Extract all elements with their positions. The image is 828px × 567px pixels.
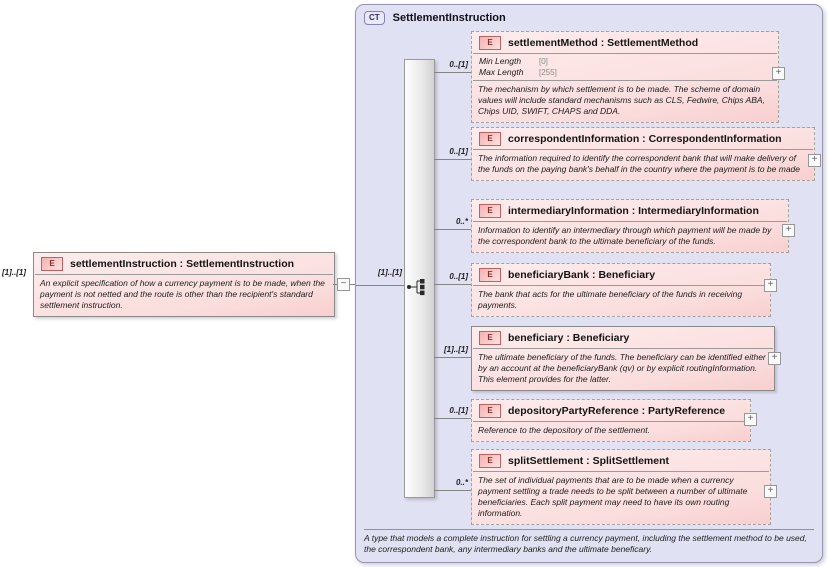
facet-label: Max Length [479, 67, 524, 77]
element-header [473, 32, 777, 54]
element-title: depositoryPartyReference : PartyReference [508, 405, 726, 417]
complextype-title: SettlementInstruction [392, 12, 506, 24]
element-title: correspondentInformation : CorrespondentInformation [508, 133, 782, 145]
expand-icon[interactable]: + [768, 352, 781, 365]
connector-line [434, 72, 471, 73]
element-header [473, 128, 813, 150]
complextype-annotation: A type that models a complete instruction for settling a currency payment, including the settlement method to be used, the correspondent bank, any intermediary banks and the ultimate beneficary. [364, 533, 807, 555]
element-annotation: The mechanism by which settlement is to be made. The scheme of domain values will include standard mechanisms such as CLS, Fedwire, Chips ABA, Chips UID, SWIFT, CHAPS and DDA. [478, 84, 765, 117]
element-header [473, 400, 749, 422]
complextype-titlebar [364, 11, 506, 25]
element-title: beneficiaryBank : Beneficiary [508, 269, 656, 281]
expand-icon[interactable]: + [764, 279, 777, 292]
connector-line [434, 159, 471, 160]
element-beneficiarybank-box[interactable] [471, 263, 774, 317]
element-depositorypartyreference-box[interactable] [471, 399, 754, 442]
element-title: beneficiary : Beneficiary [508, 332, 630, 344]
connector-line [434, 284, 471, 285]
element-title: intermediaryInformation : IntermediaryInformation [508, 205, 759, 217]
source-cardinality: [1]..[1] [2, 268, 26, 277]
element-icon: E [41, 257, 63, 271]
model-group-cardinality: [1]..[1] [378, 268, 402, 277]
expand-icon[interactable]: + [782, 224, 795, 237]
element-splitsettlement-box[interactable] [471, 449, 774, 525]
sequence-icon [406, 278, 432, 301]
element-header [473, 264, 769, 286]
cardinality-label: 0..[1] [449, 60, 468, 69]
cardinality-label: 0..[1] [449, 272, 468, 281]
element-icon: E [479, 404, 501, 418]
element-header [473, 327, 773, 349]
cardinality-label: 0..[1] [449, 147, 468, 156]
complextype-icon: CT [364, 11, 385, 25]
element-settlementmethod-box[interactable] [471, 31, 782, 123]
cardinality-label: [1]..[1] [444, 345, 468, 354]
element-annotation: The information required to identify the correspondent bank that will make delivery of the funds on the paying bank's behalf in the country where the payment is to be made [478, 153, 800, 175]
expand-icon[interactable]: + [808, 154, 821, 167]
element-annotation: Reference to the depository of the settlement. [478, 425, 650, 435]
facet-label: Min Length [479, 56, 522, 66]
element-title: settlementMethod : SettlementMethod [508, 37, 699, 49]
element-correspondentinformation-box[interactable] [471, 127, 818, 181]
element-title: settlementInstruction : SettlementInstruction [70, 258, 295, 270]
cardinality-label: 0..* [455, 478, 468, 487]
element-intermediaryinformation-box[interactable] [471, 199, 792, 253]
element-annotation: Information to identify an intermediary through which payment will be made by the correspondent bank to the ultimate beneficiary of the funds. [478, 225, 772, 247]
element-header [473, 450, 769, 472]
element-settlementinstruction-box[interactable] [33, 252, 335, 317]
connector-line [434, 229, 471, 230]
element-annotation: The set of individual payments that are to be made when a currency payment settling a trade needs to be split between a number of ultimate beneficiaries. Each split payment may need to have its own routing information. [478, 475, 748, 519]
expand-icon[interactable]: + [744, 413, 757, 426]
element-header [35, 253, 333, 275]
element-title: splitSettlement : SplitSettlement [508, 455, 670, 467]
element-icon: E [479, 454, 501, 468]
expand-icon[interactable]: + [764, 485, 777, 498]
element-icon: E [479, 132, 501, 146]
facet-value: [255] [539, 68, 557, 77]
element-annotation: The ultimate beneficiary of the funds. The beneficiary can be identified either by an account at the beneficiaryBank (qv) or by explicit routingInformation. This element provides for the latter. [478, 352, 766, 385]
connector-line [434, 490, 471, 491]
facet-value: [0] [539, 57, 548, 66]
element-header [473, 200, 787, 222]
element-icon: E [479, 204, 501, 218]
element-facets [473, 54, 777, 81]
connector-line [434, 418, 471, 419]
element-icon: E [479, 331, 501, 345]
element-annotation: An explicit specification of how a currency payment is to be made, when the payment is not netted and the route is other than the recipient's standard settlement instruction. [40, 278, 325, 311]
element-icon: E [479, 268, 501, 282]
element-annotation: The bank that acts for the ultimate beneficiary of the funds in receiving payments. [478, 289, 743, 311]
annotation-divider [364, 529, 814, 530]
connector-line [356, 285, 404, 286]
collapse-icon[interactable]: − [337, 278, 350, 291]
complextype-settlementinstruction [355, 4, 823, 563]
expand-icon[interactable]: + [772, 67, 785, 80]
element-icon: E [479, 36, 501, 50]
cardinality-label: 0..[1] [449, 406, 468, 415]
cardinality-label: 0..* [455, 217, 468, 226]
connector-line [434, 357, 471, 358]
element-beneficiary-box[interactable] [471, 326, 778, 391]
